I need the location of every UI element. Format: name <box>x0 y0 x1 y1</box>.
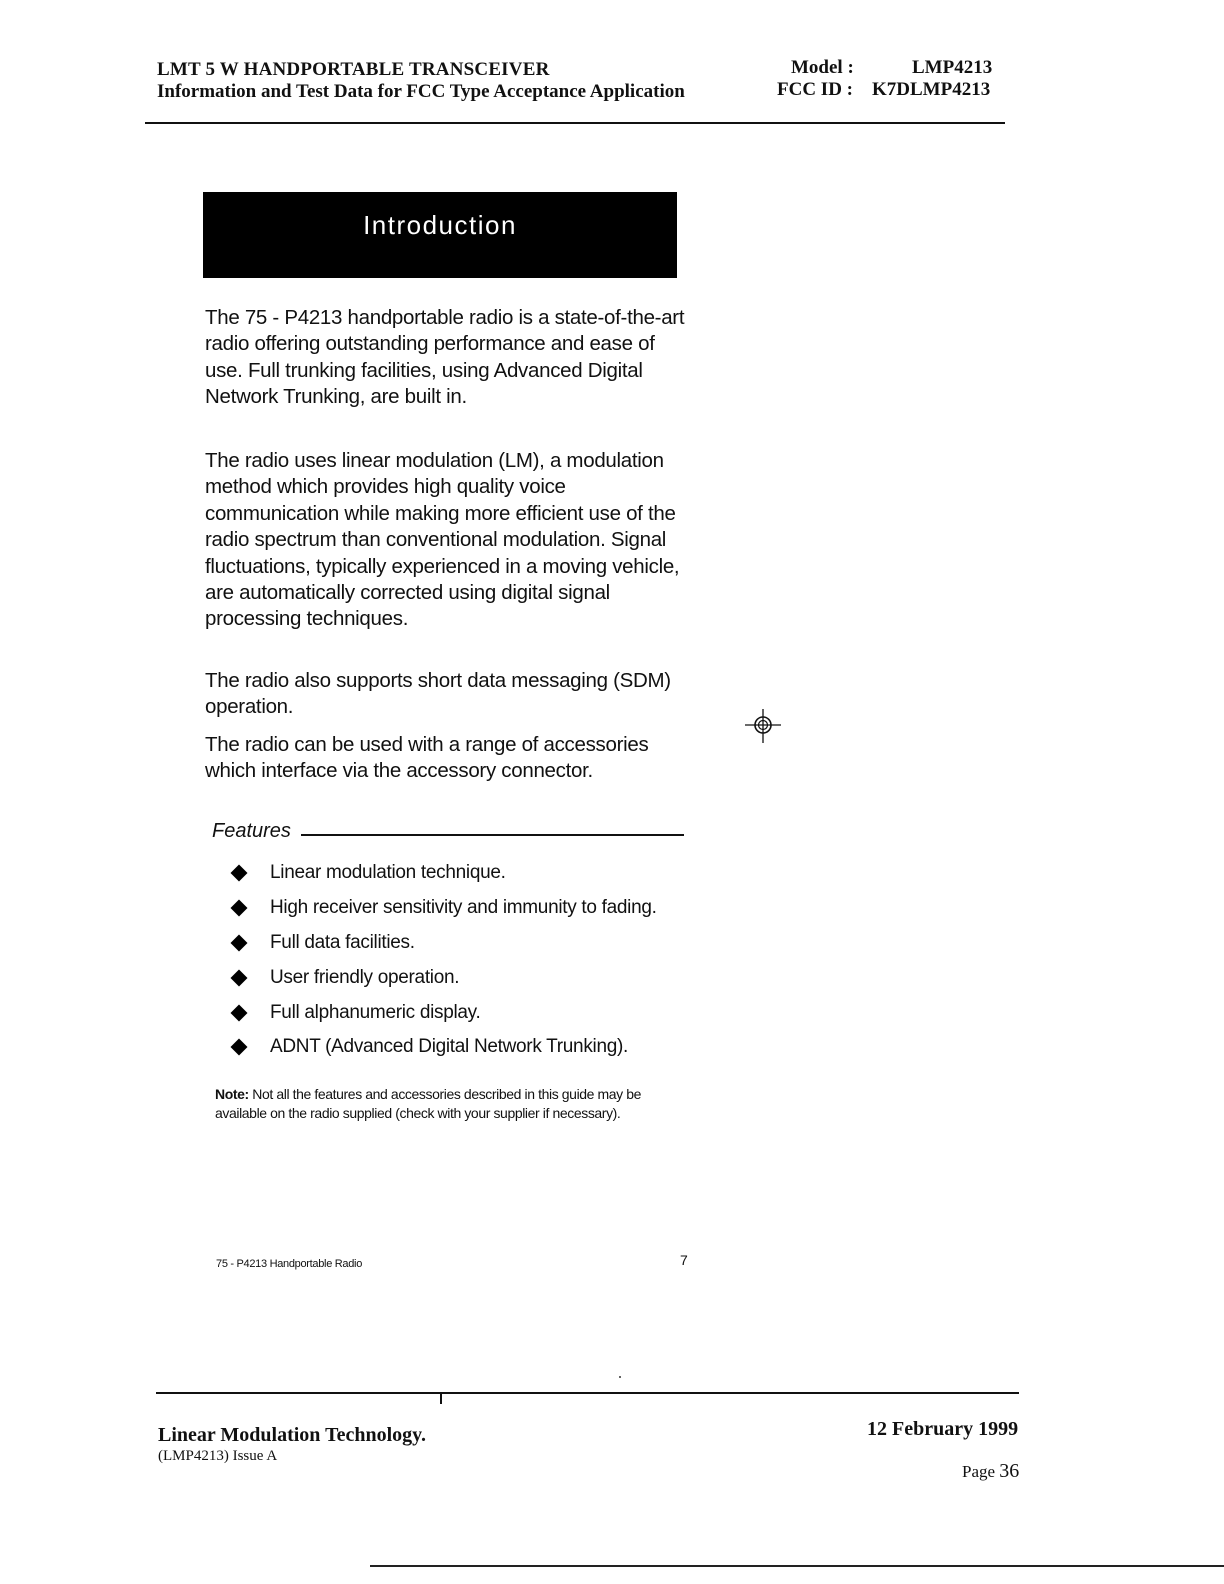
footer-issue: (LMP4213) Issue A <box>158 1448 278 1464</box>
footer-date: 12 February 1999 <box>867 1418 1019 1440</box>
section-banner <box>203 192 677 278</box>
footer-page-label: Page <box>962 1462 996 1481</box>
intro-paragraph-4: The radio can be used with a range of accessories which interface via the accessory connector. <box>205 733 649 783</box>
feature-text: ADNT (Advanced Digital Network Trunking). <box>270 1036 628 1058</box>
list-item <box>230 995 700 1030</box>
diamond-bullet-icon <box>231 934 248 951</box>
inner-page-number: 7 <box>680 1252 688 1268</box>
fcc-id-value: K7DLMP4213 <box>872 79 991 100</box>
diamond-bullet-icon <box>231 900 248 917</box>
footer-page <box>962 1460 1019 1483</box>
diamond-bullet-icon <box>231 1039 248 1056</box>
scan-speck <box>619 1376 621 1378</box>
model-value: LMP4213 <box>912 57 993 78</box>
features-list <box>230 856 700 1065</box>
footer-divider <box>156 1392 1019 1394</box>
features-heading: Features <box>212 820 291 842</box>
footer-page-number: 36 <box>999 1460 1020 1482</box>
model-label: Model : <box>791 57 854 78</box>
note-block <box>215 1085 675 1122</box>
list-item <box>230 891 700 926</box>
feature-text: Full alphanumeric display. <box>270 1001 481 1023</box>
footer-divider-tick <box>440 1392 442 1404</box>
list-item <box>230 926 700 961</box>
list-item <box>230 856 700 891</box>
feature-text: High receiver sensitivity and immunity to fading. <box>270 897 657 919</box>
document-subtitle: Information and Test Data for FCC Type Acceptance Application <box>157 81 685 102</box>
intro-paragraph-3: The radio also supports short data messaging (SDM) operation. <box>205 669 671 719</box>
feature-text: Full data facilities. <box>270 931 415 953</box>
document-title: LMT 5 W HANDPORTABLE TRANSCEIVER <box>157 59 550 80</box>
intro-paragraph-2: The radio uses linear modulation (LM), a modulation method which provides high quality voice communication while making more efficient use of the radio spectrum than conventional modulation. Signal fluctuations, typically experienced in a moving vehicle, are automatically corrected using digital signal processing techniques. <box>205 449 680 631</box>
header-divider <box>145 122 1005 124</box>
section-heading: Introduction <box>363 210 517 240</box>
feature-text: User friendly operation. <box>270 966 460 988</box>
inner-footer-product: 75 - P4213 Handportable Radio <box>216 1258 363 1270</box>
fcc-id-label: FCC ID : <box>777 79 853 100</box>
footer-company: Linear Modulation Technology. <box>158 1424 427 1446</box>
list-item <box>230 1030 700 1065</box>
feature-text: Linear modulation technique. <box>270 862 506 884</box>
note-text: Not all the features and accessories described in this guide may be available on the radio supplied (check with your supplier if necessary). <box>215 1086 642 1121</box>
diamond-bullet-icon <box>231 969 248 986</box>
list-item <box>230 960 700 995</box>
registration-mark-icon <box>745 707 781 743</box>
bottom-edge-line <box>370 1565 1224 1567</box>
intro-paragraph-1: The 75 - P4213 handportable radio is a state-of-the-art radio offering outstanding performance and ease of use. Full trunking facilities, using Advanced Digital Network Trunking, are built in. <box>205 306 685 409</box>
note-label: Note: <box>215 1086 249 1102</box>
diamond-bullet-icon <box>231 1004 248 1021</box>
features-divider <box>301 834 684 836</box>
diamond-bullet-icon <box>231 865 248 882</box>
